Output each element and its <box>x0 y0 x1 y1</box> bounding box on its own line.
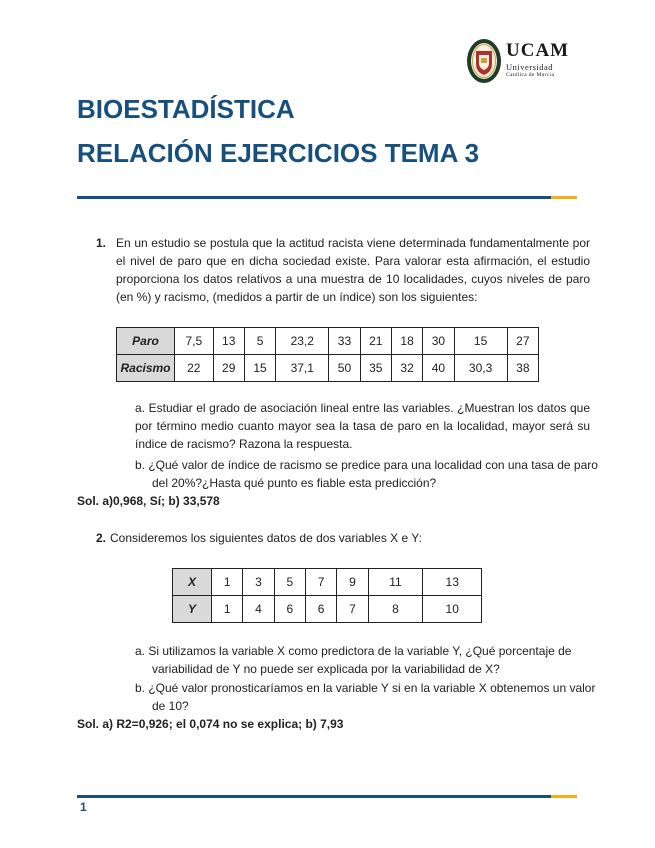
table-cell: 10 <box>423 596 482 623</box>
page-title: BIOESTADÍSTICA <box>77 94 295 124</box>
table-cell: 1 <box>212 569 243 596</box>
table-cell: 13 <box>423 569 482 596</box>
exercise-2-number: 2. <box>96 531 107 545</box>
table-cell: 15 <box>454 328 507 355</box>
table-cell: 27 <box>507 328 538 355</box>
table-cell: 23,2 <box>276 328 329 355</box>
table-row <box>117 355 539 382</box>
table-cell: 6 <box>274 596 305 623</box>
table-cell: 29 <box>213 355 244 382</box>
exercise-2-statement: Consideremos los siguientes datos de dos variables X e Y: <box>110 531 422 545</box>
logo-line2: Universidad <box>506 62 554 72</box>
table-cell: 35 <box>360 355 391 382</box>
row-label-paro: Paro <box>117 328 175 355</box>
page-number: 1 <box>80 800 87 814</box>
page-subtitle: RELACIÓN EJERCICIOS TEMA 3 <box>77 138 480 168</box>
table-cell: 7 <box>337 596 368 623</box>
header-divider <box>77 196 577 199</box>
table-cell: 30 <box>423 328 454 355</box>
table-row <box>173 569 482 596</box>
logo-name: UCAM <box>506 40 570 61</box>
table-cell: 38 <box>507 355 538 382</box>
table-cell: 3 <box>243 569 274 596</box>
exercise-1-statement: En un estudio se postula que la actitud racista viene determinada fundamentalmente por el nivel de paro que en dicha sociedad existe. Para valorar esta afirmación, el estudio proporciona los datos relativos a una muestra de 10 localidades, cuyos niveles de paro (en %) y racismo, (medidos a partir de un índice) son los siguientes: <box>116 236 590 304</box>
table-cell: 1 <box>212 596 243 623</box>
table-cell: 30,3 <box>454 355 507 382</box>
exercise-2-item-b: b. ¿Qué valor pronosticaríamos en la variable Y si en la variable X obtenemos un valor de 10? <box>135 681 596 713</box>
logo-line3: Católica de Murcia <box>506 72 555 78</box>
table-cell: 9 <box>337 569 368 596</box>
exercise-1-item-b: b. ¿Qué valor de índice de racismo se predice para una localidad con una tasa de paro del 20%?¿Hasta qué punto es fiable esta predicción? <box>135 458 598 490</box>
exercise-2-table <box>172 568 482 623</box>
table-cell: 50 <box>329 355 360 382</box>
exercise-2-item-a: a. Si utilizamos la variable X como predictora de la variable Y, ¿Qué porcentaje de variabilidad de Y no puede ser explicada por la variabilidad de X? <box>135 644 572 676</box>
table-cell: 18 <box>391 328 422 355</box>
ucam-seal-icon <box>466 38 502 84</box>
exercise-1-number: 1. <box>96 236 107 250</box>
table-row <box>117 328 539 355</box>
exercise-1-item-a: a. Estudiar el grado de asociación lineal entre las variables. ¿Muestran los datos que por término medio cuanto mayor sea la tasa de paro en la localidad, mayor será su índice de racismo? Razona la respuesta. <box>135 401 590 451</box>
table-cell: 6 <box>305 596 336 623</box>
table-cell: 4 <box>243 596 274 623</box>
footer-divider <box>77 795 577 798</box>
exercise-1-solution: Sol. a)0,968, Sí; b) 33,578 <box>77 494 220 508</box>
table-cell: 5 <box>244 328 275 355</box>
exercise-1-table <box>116 327 539 382</box>
table-cell: 33 <box>329 328 360 355</box>
row-label-y: Y <box>173 596 212 623</box>
table-cell: 13 <box>213 328 244 355</box>
table-cell: 40 <box>423 355 454 382</box>
row-label-x: X <box>173 569 212 596</box>
table-cell: 32 <box>391 355 422 382</box>
table-cell: 11 <box>368 569 423 596</box>
table-cell: 7 <box>305 569 336 596</box>
table-row <box>173 596 482 623</box>
table-cell: 15 <box>244 355 275 382</box>
ucam-logo <box>466 38 578 84</box>
table-cell: 7,5 <box>175 328 214 355</box>
table-cell: 37,1 <box>276 355 329 382</box>
exercise-2-solution: Sol. a) R2=0,926; el 0,074 no se explica; b) 7,93 <box>77 717 344 731</box>
table-cell: 8 <box>368 596 423 623</box>
table-cell: 22 <box>175 355 214 382</box>
table-cell: 21 <box>360 328 391 355</box>
row-label-racismo: Racismo <box>117 355 175 382</box>
table-cell: 5 <box>274 569 305 596</box>
